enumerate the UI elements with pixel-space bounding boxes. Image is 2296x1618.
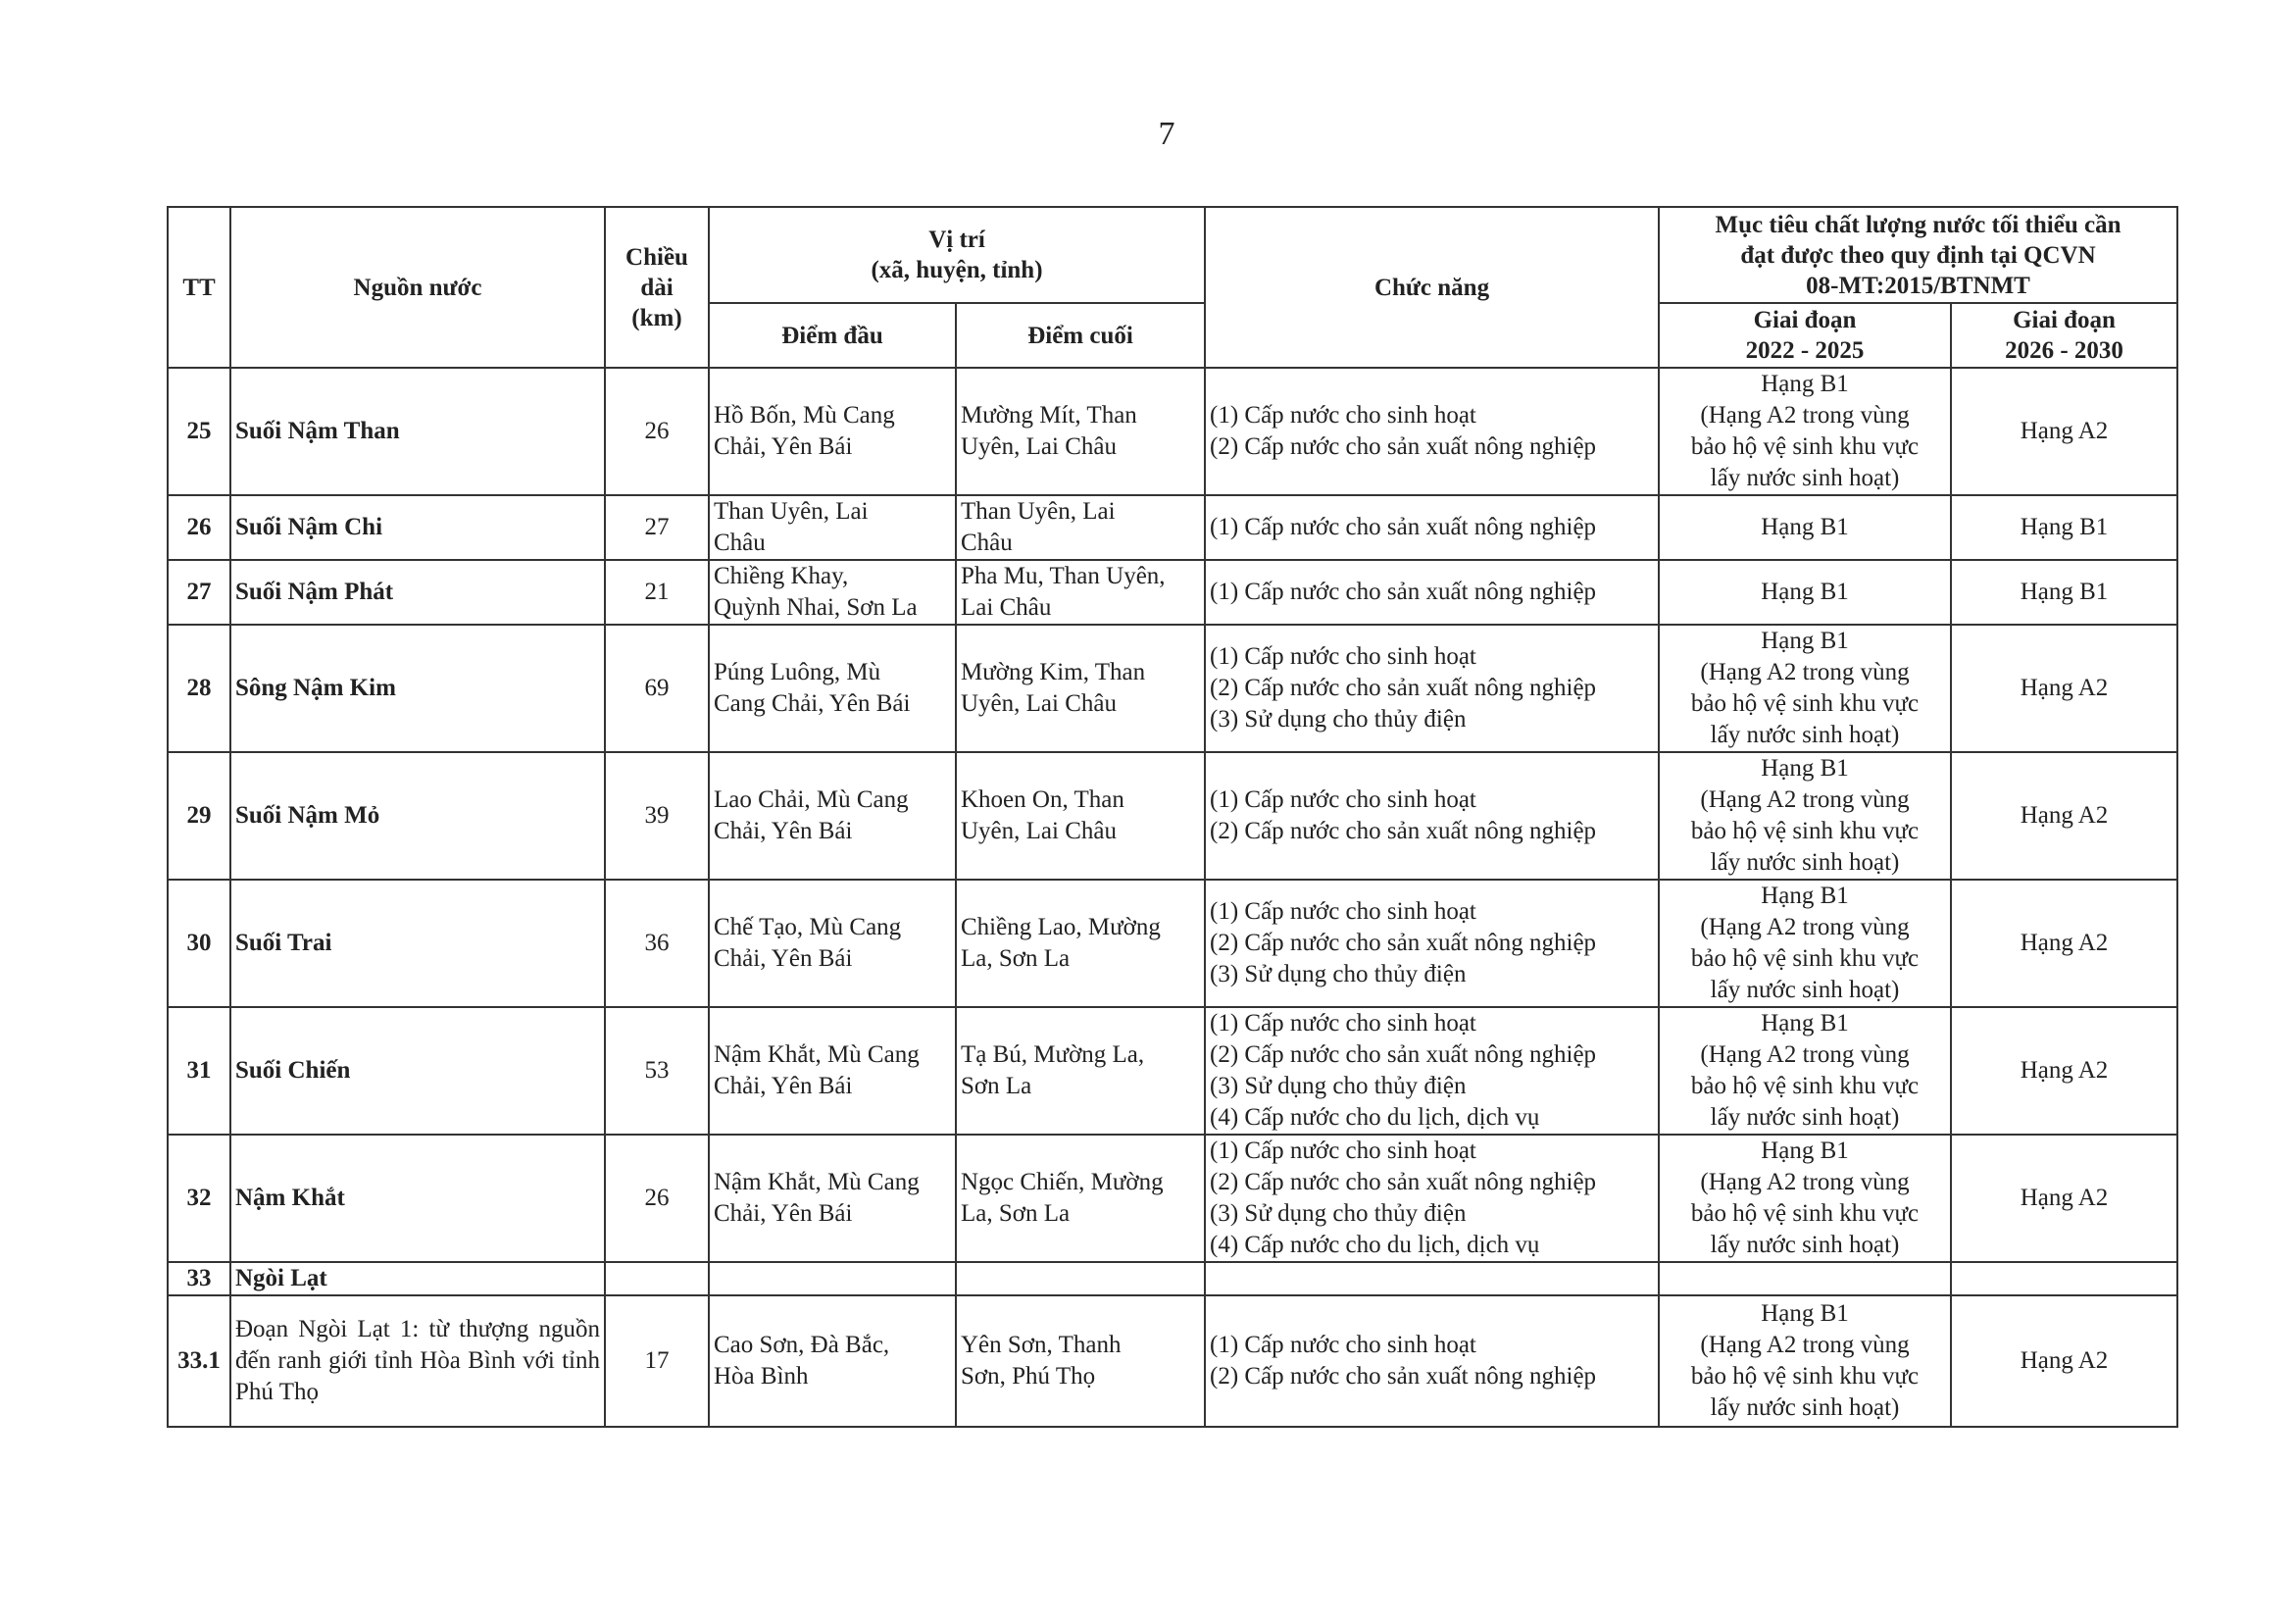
- start-point-line: Hòa Bình: [714, 1363, 809, 1390]
- header-target: [1659, 207, 2177, 303]
- header-phase-2022-2025: [1659, 303, 1951, 368]
- header-start-point: Điểm đầu: [709, 303, 956, 368]
- row-length: 39: [605, 752, 709, 880]
- start-point-line: Lao Chải, Mù Cang: [714, 786, 909, 813]
- target-line: Hạng B1: [1761, 628, 1849, 654]
- row-source-name: Ngòi Lạt: [230, 1262, 605, 1295]
- header-phase-2026-2030: [1951, 303, 2177, 368]
- row-target-2022-2025: [1659, 880, 1951, 1007]
- function-line: (2) Cấp nước cho sản xuất nông nghiệp: [1210, 433, 1597, 460]
- row-target-2026-2030: Hạng B1: [1951, 560, 2177, 625]
- row-target-2026-2030: Hạng A2: [1951, 880, 2177, 1007]
- row-tt: 26: [168, 495, 230, 560]
- header-source: Nguồn nước: [230, 207, 605, 368]
- target-line: bảo hộ vệ sinh khu vực: [1690, 433, 1920, 460]
- row-length: 53: [605, 1007, 709, 1135]
- row-tt: 28: [168, 625, 230, 752]
- target-line: bảo hộ vệ sinh khu vực: [1690, 945, 1920, 972]
- end-point-line: Uyên, Lai Châu: [961, 818, 1117, 844]
- function-line: (3) Sử dụng cho thủy điện: [1210, 706, 1467, 733]
- end-point-line: Uyên, Lai Châu: [961, 433, 1117, 460]
- row-end-point: [956, 1262, 1205, 1295]
- target-line: bảo hộ vệ sinh khu vực: [1690, 690, 1920, 717]
- target-line: Hạng B1: [1761, 579, 1849, 605]
- target-line: Hạng B1: [1761, 1138, 1849, 1164]
- start-point-line: Chế Tạo, Mù Cang: [714, 914, 902, 940]
- row-functions: [1205, 752, 1659, 880]
- row-functions: [1205, 1007, 1659, 1135]
- target-line: (Hạng A2 trong vùng: [1700, 914, 1910, 940]
- table-header: [168, 207, 2177, 368]
- end-point-line: Mường Kim, Than: [961, 659, 1146, 685]
- row-end-point: [956, 1295, 1205, 1427]
- function-line: (1) Cấp nước cho sản xuất nông nghiệp: [1210, 514, 1597, 540]
- function-line: (2) Cấp nước cho sản xuất nông nghiệp: [1210, 675, 1597, 701]
- target-line: (Hạng A2 trong vùng: [1700, 1041, 1910, 1068]
- start-point-line: Chải, Yên Bái: [714, 945, 853, 972]
- table-row: [168, 560, 2177, 625]
- end-point-line: La, Sơn La: [961, 945, 1071, 972]
- target-line: lấy nước sinh hoạt): [1710, 849, 1900, 876]
- row-tt: 25: [168, 368, 230, 495]
- target-line: bảo hộ vệ sinh khu vực: [1690, 1200, 1920, 1227]
- row-functions: [1205, 560, 1659, 625]
- start-point-line: Than Uyên, Lai: [714, 498, 869, 525]
- table-row: [168, 752, 2177, 880]
- row-tt: 32: [168, 1135, 230, 1262]
- row-functions: [1205, 495, 1659, 560]
- target-line: lấy nước sinh hoạt): [1710, 1232, 1900, 1258]
- target-line: lấy nước sinh hoạt): [1710, 722, 1900, 748]
- end-point-line: Uyên, Lai Châu: [961, 690, 1117, 717]
- row-tt: 29: [168, 752, 230, 880]
- row-target-2026-2030: Hạng A2: [1951, 1295, 2177, 1427]
- row-target-2026-2030: Hạng A2: [1951, 625, 2177, 752]
- table-row: [168, 368, 2177, 495]
- start-point-line: Púng Luông, Mù: [714, 659, 881, 685]
- start-point-line: Quỳnh Nhai, Sơn La: [714, 594, 918, 621]
- start-point-line: Hồ Bốn, Mù Cang: [714, 402, 895, 429]
- start-point-line: Chiềng Khay,: [714, 563, 849, 589]
- function-line: (4) Cấp nước cho du lịch, dịch vụ: [1210, 1232, 1540, 1258]
- row-source-name: Sông Nậm Kim: [230, 625, 605, 752]
- target-line: (Hạng A2 trong vùng: [1700, 786, 1910, 813]
- table-row: [168, 625, 2177, 752]
- header-location-line: (xã, huyện, tỉnh): [871, 257, 1043, 283]
- row-length: 17: [605, 1295, 709, 1427]
- end-point-line: Chiềng Lao, Mường: [961, 914, 1161, 940]
- target-line: (Hạng A2 trong vùng: [1700, 1169, 1910, 1195]
- header-target-line: 08-MT:2015/BTNMT: [1806, 272, 2030, 299]
- header-tt: TT: [168, 207, 230, 368]
- function-line: (3) Sử dụng cho thủy điện: [1210, 961, 1467, 987]
- row-length: 21: [605, 560, 709, 625]
- end-point-line: Sơn, Phú Thọ: [961, 1363, 1096, 1390]
- row-start-point: [709, 1295, 956, 1427]
- row-source-name: Đoạn Ngòi Lạt 1: từ thượng nguồn đến ranh giới tỉnh Hòa Bình với tỉnh Phú Thọ: [230, 1295, 605, 1427]
- header-length-line: (km): [631, 304, 682, 331]
- header-location-line: Vị trí: [928, 227, 985, 253]
- header-length: [605, 207, 709, 368]
- target-line: lấy nước sinh hoạt): [1710, 1394, 1900, 1421]
- end-point-line: Tạ Bú, Mường La,: [961, 1041, 1145, 1068]
- function-line: (1) Cấp nước cho sinh hoạt: [1210, 1010, 1476, 1037]
- row-source-name: Suối Trai: [230, 880, 605, 1007]
- start-point-line: Chải, Yên Bái: [714, 433, 853, 460]
- target-line: (Hạng A2 trong vùng: [1700, 659, 1910, 685]
- row-length: [605, 1262, 709, 1295]
- row-functions: [1205, 880, 1659, 1007]
- row-functions: [1205, 1262, 1659, 1295]
- row-start-point: [709, 560, 956, 625]
- function-line: (1) Cấp nước cho sinh hoạt: [1210, 643, 1476, 670]
- table-row: [168, 1135, 2177, 1262]
- row-length: 26: [605, 1135, 709, 1262]
- row-source-name: Suối Chiến: [230, 1007, 605, 1135]
- row-start-point: [709, 1135, 956, 1262]
- row-source-name: Nậm Khắt: [230, 1135, 605, 1262]
- row-end-point: [956, 560, 1205, 625]
- row-end-point: [956, 752, 1205, 880]
- target-line: Hạng B1: [1761, 1300, 1849, 1327]
- header-target-line: Mục tiêu chất lượng nước tối thiểu cần: [1715, 211, 2121, 238]
- end-point-line: Ngọc Chiến, Mường: [961, 1169, 1164, 1195]
- row-start-point: [709, 1007, 956, 1135]
- start-point-line: Nậm Khắt, Mù Cang: [714, 1169, 920, 1195]
- row-tt: 33: [168, 1262, 230, 1295]
- row-start-point: [709, 752, 956, 880]
- table-row: [168, 1295, 2177, 1427]
- row-length: 27: [605, 495, 709, 560]
- row-target-2022-2025: [1659, 560, 1951, 625]
- header-phase-line: Giai đoạn: [1753, 307, 1857, 333]
- row-target-2022-2025: [1659, 625, 1951, 752]
- function-line: (2) Cấp nước cho sản xuất nông nghiệp: [1210, 818, 1597, 844]
- header-length-line: Chiều: [625, 243, 688, 271]
- function-line: (1) Cấp nước cho sinh hoạt: [1210, 898, 1476, 925]
- row-end-point: [956, 880, 1205, 1007]
- end-point-line: Than Uyên, Lai: [961, 498, 1116, 525]
- end-point-line: Khoen On, Than: [961, 786, 1124, 813]
- row-target-2022-2025: [1659, 1007, 1951, 1135]
- function-line: (1) Cấp nước cho sinh hoạt: [1210, 1332, 1476, 1358]
- row-target-2026-2030: Hạng A2: [1951, 368, 2177, 495]
- row-target-2022-2025: [1659, 1135, 1951, 1262]
- row-start-point: [709, 1262, 956, 1295]
- row-length: 26: [605, 368, 709, 495]
- row-tt: 33.1: [168, 1295, 230, 1427]
- function-line: (2) Cấp nước cho sản xuất nông nghiệp: [1210, 930, 1597, 956]
- function-line: (1) Cấp nước cho sinh hoạt: [1210, 402, 1476, 429]
- water-quality-table: [167, 206, 2178, 1428]
- row-start-point: [709, 495, 956, 560]
- row-target-2022-2025: [1659, 1262, 1951, 1295]
- header-location: [709, 207, 1205, 303]
- table-row: [168, 880, 2177, 1007]
- end-point-line: Yên Sơn, Thanh: [961, 1332, 1122, 1358]
- target-line: Hạng B1: [1761, 883, 1849, 909]
- row-tt: 31: [168, 1007, 230, 1135]
- target-line: Hạng B1: [1761, 1010, 1849, 1037]
- page-number: 7: [1158, 116, 1175, 152]
- row-target-2026-2030: Hạng A2: [1951, 1135, 2177, 1262]
- function-line: (1) Cấp nước cho sinh hoạt: [1210, 1138, 1476, 1164]
- target-line: lấy nước sinh hoạt): [1710, 465, 1900, 491]
- table-row: [168, 1262, 2177, 1295]
- start-point-line: Chải, Yên Bái: [714, 1200, 853, 1227]
- header-target-line: đạt được theo quy định tại QCVN: [1740, 241, 2096, 269]
- row-functions: [1205, 625, 1659, 752]
- row-length: 36: [605, 880, 709, 1007]
- function-line: (2) Cấp nước cho sản xuất nông nghiệp: [1210, 1363, 1597, 1390]
- function-line: (2) Cấp nước cho sản xuất nông nghiệp: [1210, 1169, 1597, 1195]
- end-point-line: Pha Mu, Than Uyên,: [961, 563, 1166, 589]
- function-line: (1) Cấp nước cho sinh hoạt: [1210, 786, 1476, 813]
- row-start-point: [709, 880, 956, 1007]
- row-target-2022-2025: [1659, 752, 1951, 880]
- table-body: [168, 368, 2177, 1427]
- target-line: Hạng B1: [1761, 371, 1849, 397]
- row-end-point: [956, 625, 1205, 752]
- row-target-2026-2030: Hạng A2: [1951, 1007, 2177, 1135]
- function-line: (2) Cấp nước cho sản xuất nông nghiệp: [1210, 1041, 1597, 1068]
- row-source-name: Suối Nậm Than: [230, 368, 605, 495]
- end-point-line: Sơn La: [961, 1073, 1032, 1099]
- table-row: [168, 1007, 2177, 1135]
- row-source-name: Suối Nậm Chi: [230, 495, 605, 560]
- end-point-line: La, Sơn La: [961, 1200, 1071, 1227]
- row-start-point: [709, 625, 956, 752]
- row-source-name: Suối Nậm Mỏ: [230, 752, 605, 880]
- end-point-line: Mường Mít, Than: [961, 402, 1137, 429]
- row-target-2022-2025: [1659, 495, 1951, 560]
- target-line: Hạng B1: [1761, 514, 1849, 540]
- start-point-line: Nậm Khắt, Mù Cang: [714, 1041, 920, 1068]
- row-end-point: [956, 495, 1205, 560]
- row-target-2026-2030: [1951, 1262, 2177, 1295]
- row-tt: 30: [168, 880, 230, 1007]
- table-row: [168, 495, 2177, 560]
- row-source-name: Suối Nậm Phát: [230, 560, 605, 625]
- row-functions: [1205, 368, 1659, 495]
- header-phase-line: Giai đoạn: [2013, 307, 2116, 333]
- start-point-line: Châu: [714, 530, 766, 556]
- target-line: (Hạng A2 trong vùng: [1700, 402, 1910, 429]
- row-functions: [1205, 1295, 1659, 1427]
- function-line: (4) Cấp nước cho du lịch, dịch vụ: [1210, 1104, 1540, 1131]
- target-line: Hạng B1: [1761, 755, 1849, 782]
- function-line: (1) Cấp nước cho sản xuất nông nghiệp: [1210, 579, 1597, 605]
- header-phase-line: 2022 - 2025: [1745, 337, 1865, 364]
- target-line: bảo hộ vệ sinh khu vực: [1690, 1073, 1920, 1099]
- row-length: 69: [605, 625, 709, 752]
- row-target-2022-2025: [1659, 368, 1951, 495]
- target-line: bảo hộ vệ sinh khu vực: [1690, 818, 1920, 844]
- target-line: (Hạng A2 trong vùng: [1700, 1332, 1910, 1358]
- start-point-line: Cao Sơn, Đà Bắc,: [714, 1332, 890, 1358]
- start-point-line: Chải, Yên Bái: [714, 1073, 853, 1099]
- row-target-2026-2030: Hạng A2: [1951, 752, 2177, 880]
- start-point-line: Cang Chải, Yên Bái: [714, 690, 911, 717]
- header-phase-line: 2026 - 2030: [2005, 337, 2123, 364]
- target-line: lấy nước sinh hoạt): [1710, 1104, 1900, 1131]
- function-line: (3) Sử dụng cho thủy điện: [1210, 1073, 1467, 1099]
- row-tt: 27: [168, 560, 230, 625]
- row-end-point: [956, 368, 1205, 495]
- target-line: bảo hộ vệ sinh khu vực: [1690, 1363, 1920, 1390]
- row-target-2026-2030: Hạng B1: [1951, 495, 2177, 560]
- row-end-point: [956, 1135, 1205, 1262]
- row-target-2022-2025: [1659, 1295, 1951, 1427]
- row-end-point: [956, 1007, 1205, 1135]
- row-start-point: [709, 368, 956, 495]
- row-functions: [1205, 1135, 1659, 1262]
- start-point-line: Chải, Yên Bái: [714, 818, 853, 844]
- function-line: (3) Sử dụng cho thủy điện: [1210, 1200, 1467, 1227]
- target-line: lấy nước sinh hoạt): [1710, 977, 1900, 1003]
- end-point-line: Châu: [961, 530, 1013, 556]
- header-function: Chức năng: [1205, 207, 1659, 368]
- end-point-line: Lai Châu: [961, 594, 1052, 621]
- header-end-point: Điểm cuối: [956, 303, 1205, 368]
- header-length-line: dài: [640, 274, 674, 301]
